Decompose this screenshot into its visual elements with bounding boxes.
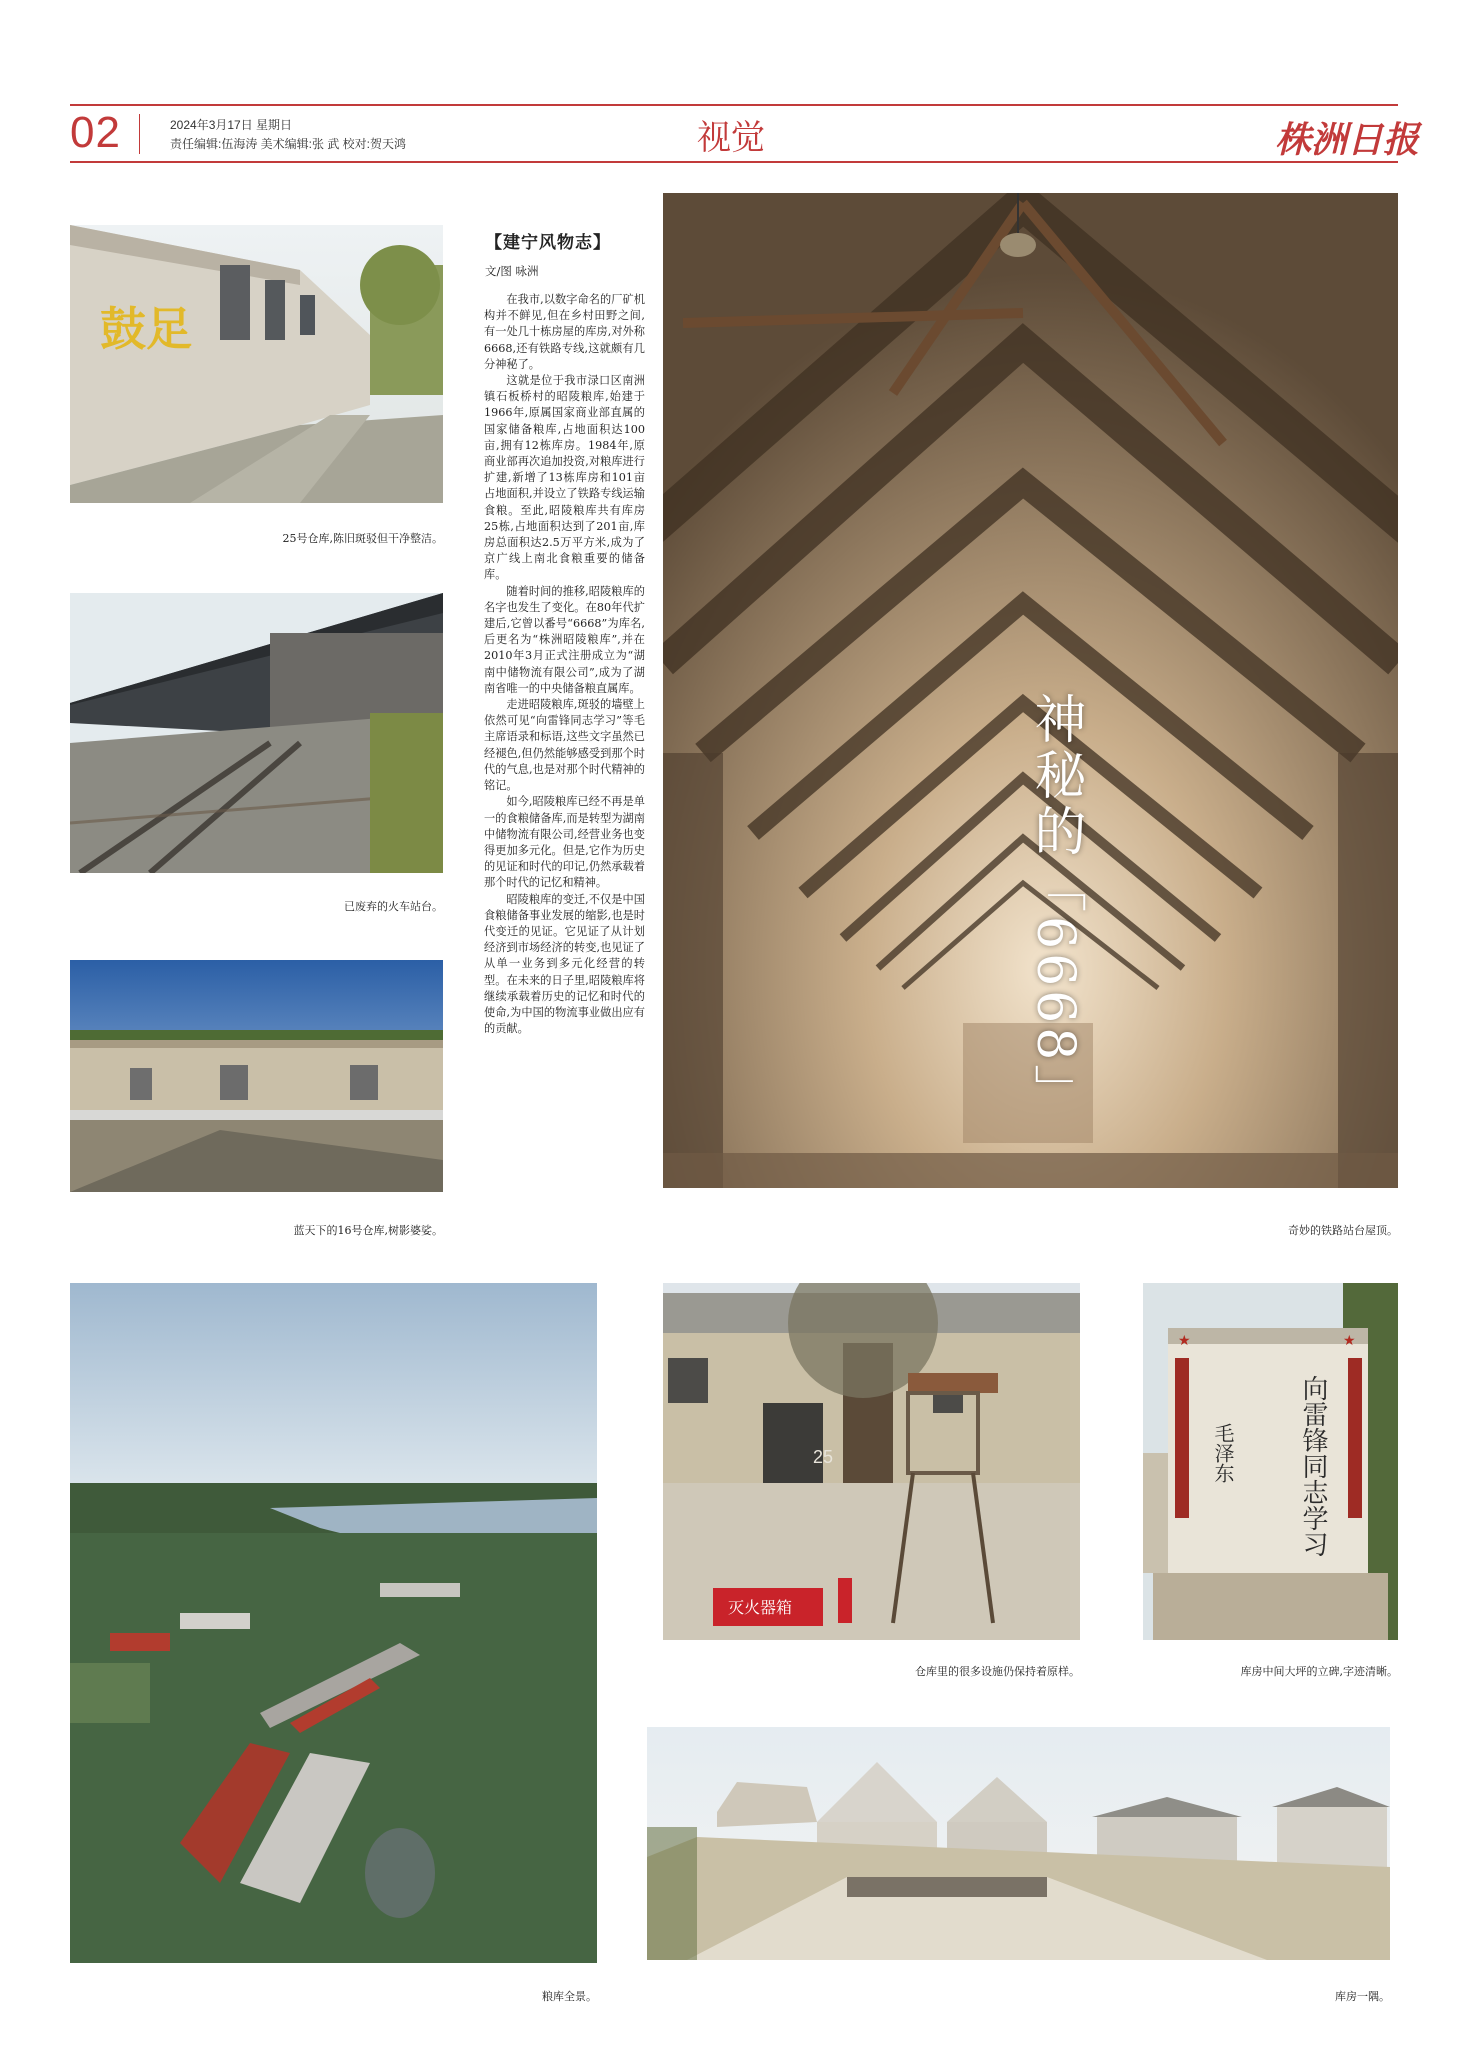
article-paragraph: 昭陵粮库的变迁,不仅是中国食粮储备事业发展的缩影,也是时代变迁的见证。它见证了从计划经济到市场经济的转变,也见证了从单一业务到多元化经营的转型。在未来的日子里,昭陵粮库将继续承载着历史的记忆和时代的使命,为中国的物流事业做出应有的贡献。 (484, 892, 645, 1036)
photo-abandoned-station-caption: 已废弃的火车站台。 (344, 900, 443, 913)
page-number: 02 (70, 108, 121, 157)
svg-text:★: ★ (1343, 1333, 1356, 1349)
photo-abandoned-station-graphic (70, 593, 443, 873)
header-divider (139, 114, 140, 154)
header-bottom-rule (70, 161, 1398, 163)
masthead-logo: 株洲日报 (1275, 119, 1420, 161)
photo-warehouse-corner-caption: 库房一隅。 (1335, 1990, 1390, 2003)
article-body (484, 292, 645, 1037)
header-top-rule (70, 104, 1398, 106)
photo-preserved-facilities (663, 1283, 1080, 1640)
feature-title: 神秘的「6668」 (1025, 692, 1085, 1121)
article-paragraph: 走进昭陵粮库,斑驳的墙壁上依然可见“向雷锋同志学习”等毛主席语录和标语,这些文字虽然已经褪色,但仍然能够感受到那个时代的气息,也是对那个时代精神的铭记。 (484, 698, 645, 793)
photo-warehouse-16-graphic (70, 960, 443, 1192)
article-paragraph: 如今,昭陵粮库已经不再是单一的食粮储备库,而是转型为湖南中储物流有限公司,经营业务也变得更加多元化。但是,它作为历史的见证和时代的印记,仍然承载着那个时代的记忆和精神。 (484, 795, 645, 890)
photo-warehouse-25-graphic (70, 225, 443, 503)
editors-line: 责任编辑:伍海涛 美术编辑:张 武 校对:贺天鸿 (170, 137, 407, 151)
column-title: 【建宁风物志】 (485, 233, 611, 253)
photo-warehouse-16 (70, 960, 443, 1192)
svg-text:★: ★ (1178, 1333, 1191, 1349)
door-number: 25 (813, 1447, 834, 1467)
photo-monument-caption: 库房中间大坪的立碑,字迹清晰。 (1240, 1665, 1398, 1678)
section-title: 视觉 (697, 118, 765, 158)
article-paragraph: 在我市,以数字命名的厂矿机构并不鲜见,但在乡村田野之间,有一处几十栋房屋的库房,对外称6668,还有铁路专线,这就颇有几分神秘了。 (484, 293, 645, 371)
photo-warehouse-25-caption: 25号仓库,陈旧斑驳但干净整洁。 (282, 532, 443, 545)
extinguisher-sign: 灭火器箱 (728, 1598, 793, 1617)
photo-platform-roof-caption: 奇妙的铁路站台屋顶。 (1288, 1224, 1398, 1237)
monument-signature: 毛泽东 (1211, 1423, 1235, 1483)
photo-aerial-panorama-graphic (70, 1283, 597, 1963)
photo-abandoned-station (70, 593, 443, 873)
article-paragraph: 这就是位于我市渌口区南洲镇石板桥村的昭陵粮库,始建于1966年,原属国家商业部直属的国家储备粮库,占地面积达100亩,拥有12栋库房。1984年,原商业部再次追加投资,对粮库进行扩建,新增了13栋库房和101亩占地面积,并设立了铁路专线运输食粮。至此,昭陵粮库共有库房25栋,占地面积达到了201亩,库房总面积达2.5万平方米,成为了京广线上南北食粮重要的储备库。 (484, 374, 645, 582)
article-paragraph: 随着时间的推移,昭陵粮库的名字也发生了变化。在80年代扩建后,它曾以番号“6668”为库名,后更名为“株洲昭陵粮库”,并在2010年3月正式注册成立为“湖南中储物流有限公司”,成为了湖南省唯一的中央储备粮直属库。 (484, 584, 645, 695)
photo-aerial-panorama (70, 1283, 597, 1963)
date-line: 2024年3月17日 星期日 (170, 118, 293, 132)
monument-calligraphy: 向雷锋同志学习 (1298, 1375, 1328, 1557)
photo-preserved-facilities-graphic (663, 1283, 1080, 1640)
photo-warehouse-16-caption: 蓝天下的16号仓库,树影婆娑。 (293, 1224, 443, 1237)
photo-monument-graphic (1143, 1283, 1398, 1640)
photo-aerial-panorama-caption: 粮库全景。 (542, 1990, 597, 2003)
photo-preserved-facilities-caption: 仓库里的很多设施仍保持着原样。 (915, 1665, 1080, 1678)
photo-warehouse-corner (647, 1727, 1390, 1960)
photo-warehouse-corner-graphic (647, 1727, 1390, 1960)
wall-slogan: 鼓足 (100, 302, 192, 356)
photo-warehouse-25 (70, 225, 443, 503)
byline: 文/图 咏洲 (485, 264, 539, 278)
photo-monument (1143, 1283, 1398, 1640)
